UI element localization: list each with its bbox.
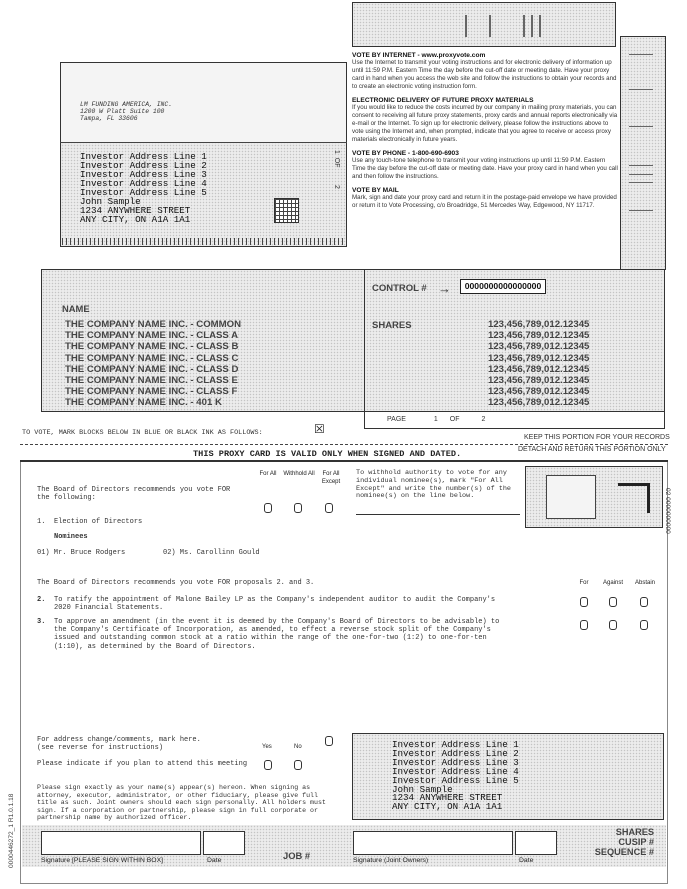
address-change-checkbox[interactable] bbox=[325, 736, 333, 746]
mark-instructions: TO VOTE, MARK BLOCKS BELOW IN BLUE OR BLACK INK AS FOLLOWS: bbox=[22, 429, 263, 437]
vote-instructions bbox=[352, 48, 620, 210]
page-total: 2 bbox=[481, 416, 486, 423]
joint-signature-label: Signature (Joint Owners) bbox=[353, 857, 429, 864]
address-line: John Sample bbox=[80, 196, 141, 207]
address-line: Investor Address Line 2 bbox=[392, 747, 519, 759]
attend-no-checkbox[interactable] bbox=[294, 760, 302, 770]
side-page-a: 1 bbox=[333, 150, 340, 154]
nominees-label: Nominees bbox=[54, 533, 88, 541]
page-indicator-vertical bbox=[328, 150, 340, 225]
address-line: Investor Address Line 3 bbox=[392, 756, 519, 768]
address-line: John Sample bbox=[392, 783, 453, 795]
cut-line bbox=[20, 444, 668, 445]
col-for-all-except: For All Except bbox=[321, 471, 341, 485]
company-address bbox=[80, 101, 172, 122]
mailing-codes bbox=[572, 827, 654, 857]
item3-text: To approve an amendment (in the event it is deemed by the Company's Board of Directors to be advisable) to the Company's Certificate of Incorporation, as amended, to effect a reverse stock split of the Company's issued and outstanding common stock at a ratio within the range of the one-for-two (1:2) to one-for-ten (1:10), as determined by the Board of Directors. bbox=[54, 618, 500, 651]
company-name: LM FUNDING AMERICA, INC. bbox=[80, 101, 173, 108]
col-abstain: Abstain bbox=[634, 580, 655, 586]
item2-number: 2. bbox=[37, 596, 46, 604]
signature-date-box[interactable] bbox=[203, 831, 245, 855]
joint-date-box[interactable] bbox=[515, 831, 557, 855]
job-label: JOB # bbox=[283, 850, 311, 861]
address-line: ANY CITY, ON A1A 1A1 bbox=[392, 801, 503, 813]
phone-heading: VOTE BY PHONE - 1-800-690-6903 bbox=[352, 150, 459, 157]
investor-address-bottom bbox=[392, 741, 519, 812]
withhold-all-checkbox[interactable] bbox=[294, 503, 302, 513]
share-value: 123,456,789,012.12345 bbox=[488, 352, 590, 364]
mail-heading: VOTE BY MAIL bbox=[352, 187, 399, 194]
address-line: Investor Address Line 4 bbox=[80, 178, 207, 189]
shares-label: SHARES bbox=[372, 320, 412, 331]
share-value: 123,456,789,012.12345 bbox=[488, 319, 590, 330]
address-line: 1234 ANYWHERE STREET bbox=[392, 792, 503, 804]
address-line: Investor Address Line 2 bbox=[80, 160, 207, 171]
holdings-page bbox=[387, 416, 485, 423]
item3-against-checkbox[interactable] bbox=[609, 620, 617, 630]
barcode-grid-icon bbox=[274, 198, 299, 223]
sequence-label: SEQUENCE # bbox=[594, 847, 654, 857]
holding-name: THE COMPANY NAME INC. - CLASS D bbox=[65, 363, 239, 375]
investor-address-top bbox=[80, 152, 207, 224]
shares-list bbox=[488, 319, 589, 409]
electronic-heading: ELECTRONIC DELIVERY OF FUTURE PROXY MATERIALS bbox=[352, 97, 534, 104]
attend-yes-checkbox[interactable] bbox=[264, 760, 272, 770]
address-line: 1234 ANYWHERE STREET bbox=[80, 205, 191, 216]
col-against: Against bbox=[602, 580, 623, 586]
left-form-code: 0000446272_1 R1.0.1.18 bbox=[8, 793, 15, 868]
signing-instructions: Please sign exactly as your name(s) appear(s) hereon. When signing as attorney, executor, administrator, or other fiduciary, please give full title as such. Joint owners should each sign personally. All holders must sign. If a corporation or partnership, please sign in full corporate or partnership name by authorized officer. bbox=[37, 784, 326, 822]
share-value: 123,456,789,012.12345 bbox=[488, 386, 590, 398]
address-change-note: (see reverse for instructions) bbox=[37, 744, 164, 752]
holding-name: THE COMPANY NAME INC. - CLASS C bbox=[65, 352, 239, 364]
holding-name: THE COMPANY NAME INC. - CLASS A bbox=[65, 330, 239, 342]
recommend-proposals: The Board of Directors recommends you vote FOR proposals 2. and 3. bbox=[37, 579, 315, 587]
page-label: PAGE bbox=[387, 416, 406, 423]
share-value: 123,456,789,012.12345 bbox=[488, 363, 590, 375]
ruler-ticks bbox=[62, 238, 345, 245]
holdings-name-label: NAME bbox=[62, 303, 90, 314]
item2-for-checkbox[interactable] bbox=[580, 597, 588, 607]
right-margin-strip bbox=[620, 36, 666, 270]
mail-text: Mark, sign and date your proxy card and return it in the postage-paid envelope we have provided or return it to Vote Processing, c/o Broadridge, 51 Mercedes Way, Edgewood, NY 11717. bbox=[352, 194, 617, 209]
nominee-1: 01) Mr. Bruce Rodgers bbox=[37, 549, 126, 557]
nominee-number-line[interactable] bbox=[356, 514, 520, 515]
joint-date-label: Date bbox=[519, 857, 534, 864]
holding-name: THE COMPANY NAME INC. - CLASS B bbox=[65, 341, 239, 353]
col-for: For bbox=[579, 580, 589, 586]
date-label: Date bbox=[207, 857, 222, 864]
electronic-text: If you would like to reduce the costs incurred by our company in mailing proxy materials, you can consent to receiving all future proxy statements, proxy cards and annual reports electronically via e-mail or the Internet. To sign up for electronic delivery, please follow the instructions above to vote using the Internet and, when prompted, indicate that you agree to receive or access proxy materials electronically in future years. bbox=[352, 104, 618, 143]
for-all-checkbox[interactable] bbox=[264, 503, 272, 513]
side-page-b: 2 bbox=[333, 185, 340, 189]
address-line: Investor Address Line 5 bbox=[80, 187, 207, 198]
item2-text: To ratify the appointment of Malone Bailey LP as the Company's independent auditor to audit the Company's 2020 Financial Statements. bbox=[54, 596, 496, 613]
page-of: OF bbox=[449, 416, 460, 423]
address-line: ANY CITY, ON A1A 1A1 bbox=[80, 214, 191, 225]
phone-text: Use any touch-tone telephone to transmit your voting instructions up until 11:59 P.M. Eastern Time the day before the cut-off date or meeting date. Have your proxy card in hand when you call and then follow the instructions. bbox=[352, 157, 618, 180]
share-value: 123,456,789,012.12345 bbox=[488, 341, 590, 353]
item1-number: 1. bbox=[37, 518, 46, 526]
yes-label: Yes bbox=[262, 744, 272, 750]
holding-name: THE COMPANY NAME INC. - 401 K bbox=[65, 397, 222, 409]
nominee-2: 02) Ms. Carollinn Gould bbox=[163, 549, 260, 557]
item2-against-checkbox[interactable] bbox=[609, 597, 617, 607]
share-value: 123,456,789,012.12345 bbox=[488, 330, 590, 342]
share-value: 123,456,789,012.12345 bbox=[488, 375, 590, 387]
holding-name: THE COMPANY NAME INC. - CLASS E bbox=[65, 375, 238, 387]
for-all-except-checkbox[interactable] bbox=[325, 503, 333, 513]
signature-box[interactable] bbox=[41, 831, 201, 855]
attend-label: Please indicate if you plan to attend this meeting bbox=[37, 760, 248, 768]
holdings-list bbox=[65, 319, 241, 409]
col-withhold-all: Withhold All bbox=[283, 471, 315, 477]
share-value: 123,456,789,012.12345 bbox=[488, 397, 590, 409]
control-label: CONTROL # bbox=[372, 283, 427, 294]
item3-for-checkbox[interactable] bbox=[580, 620, 588, 630]
address-change-label: For address change/comments, mark here. bbox=[37, 736, 201, 744]
withhold-instruction: To withhold authority to vote for any individual nominee(s), mark "For All Except" and write the number(s) of the nominee(s) on the line below. bbox=[356, 469, 511, 501]
recommend-directors: The Board of Directors recommends you vote FOR the following: bbox=[37, 486, 231, 503]
company-addr1: 1200 W Platt Suite 100 bbox=[80, 108, 165, 115]
holding-name: THE COMPANY NAME INC. - CLASS F bbox=[65, 386, 238, 398]
side-page-of: OF bbox=[333, 157, 340, 168]
side-code: 02 0000000000 bbox=[664, 488, 671, 534]
address-line: Investor Address Line 5 bbox=[392, 774, 519, 786]
cusip-label: CUSIP # bbox=[618, 837, 654, 847]
address-line: Investor Address Line 1 bbox=[80, 151, 207, 162]
no-label: No bbox=[294, 744, 302, 750]
control-number: 0000000000000000 bbox=[460, 279, 546, 294]
address-line: Investor Address Line 3 bbox=[80, 169, 207, 180]
address-line: Investor Address Line 4 bbox=[392, 765, 519, 777]
keep-portion: KEEP THIS PORTION FOR YOUR RECORDS bbox=[524, 434, 670, 441]
internet-text: Use the Internet to transmit your voting instructions and for electronic delivery of information up until 11:59 P.M. Eastern Time the day before the cut-off date or meeting date. Have your proxy card in hand when you access the web site and follow the instructions to obtain your records and to create an electronic voting instruction form. bbox=[352, 59, 617, 90]
holding-name: THE COMPANY NAME INC. - COMMON bbox=[65, 319, 242, 330]
mark-example-icon: ☒ bbox=[314, 422, 325, 436]
item3-number: 3. bbox=[37, 618, 46, 626]
company-addr2: Tampa, FL 33606 bbox=[80, 115, 138, 122]
divider bbox=[60, 142, 347, 143]
joint-signature-box[interactable] bbox=[353, 831, 513, 855]
signature-label: Signature [PLEASE SIGN WITHIN BOX] bbox=[41, 857, 164, 864]
item3-abstain-checkbox[interactable] bbox=[640, 620, 648, 630]
shares-code-label: SHARES bbox=[615, 827, 654, 837]
item2-abstain-checkbox[interactable] bbox=[640, 597, 648, 607]
internet-heading: VOTE BY INTERNET - www.proxyvote.com bbox=[352, 52, 486, 59]
scan-box bbox=[525, 466, 663, 528]
detach-portion: DETACH AND RETURN THIS PORTION ONLY bbox=[518, 446, 666, 453]
barcode-panel bbox=[352, 2, 616, 47]
address-line: Investor Address Line 1 bbox=[392, 739, 519, 750]
col-for-all: For All bbox=[259, 471, 277, 477]
valid-notice: THIS PROXY CARD IS VALID ONLY WHEN SIGNED AND DATED. bbox=[193, 449, 462, 459]
item1-label: Election of Directors bbox=[54, 518, 143, 526]
arrow-right-icon: → bbox=[438, 281, 451, 296]
page-num: 1 bbox=[433, 416, 438, 423]
